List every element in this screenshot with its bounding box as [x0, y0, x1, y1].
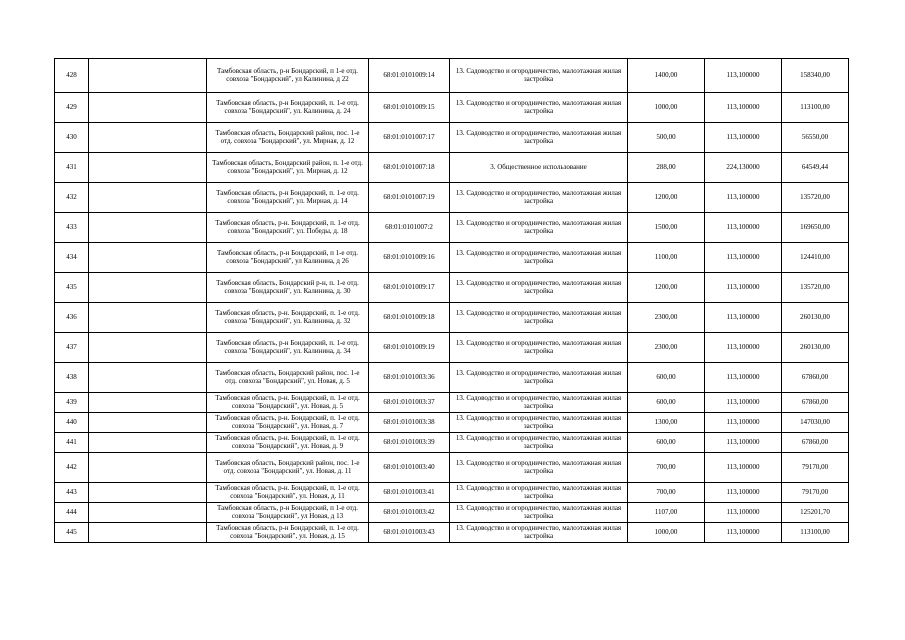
cadastral-value-cell: 67860,00: [782, 363, 849, 393]
specific-value-cell: 113,100000: [705, 273, 782, 303]
cadastral-number-cell: 68:01:0101007:19: [369, 183, 450, 213]
table-row: [55, 153, 849, 183]
row-number-cell: 433: [55, 213, 89, 243]
permitted-use-cell: 13. Садоводство и огородничество, малоэтажная жилая застройка: [450, 483, 628, 503]
address-cell: Тамбовская область, р-н Бондарский, п. 1-е отд. совхоза "Бондарский", ул. Мирная, д. 14: [207, 183, 369, 213]
row-number-cell: 440: [55, 413, 89, 433]
blank-cell: [89, 483, 207, 503]
cadastral-value-cell: 135720,00: [782, 183, 849, 213]
specific-value-cell: 113,100000: [705, 93, 782, 123]
row-number-cell: 435: [55, 273, 89, 303]
blank-cell: [89, 413, 207, 433]
cadastral-value-cell: 56550,00: [782, 123, 849, 153]
cadastral-value-cell: 125201,70: [782, 503, 849, 523]
cadastral-number-cell: 68:01:0101007:17: [369, 123, 450, 153]
cadastral-value-cell: 135720,00: [782, 273, 849, 303]
permitted-use-cell: 13. Садоводство и огородничество, малоэтажная жилая застройка: [450, 303, 628, 333]
specific-value-cell: 113,100000: [705, 483, 782, 503]
specific-value-cell: 113,100000: [705, 213, 782, 243]
specific-value-cell: 113,100000: [705, 333, 782, 363]
address-cell: Тамбовская область, р-н Бондарский, п 1-е отд. совхоза "Бондарский", ул Новая, д 13: [207, 503, 369, 523]
blank-cell: [89, 243, 207, 273]
table-row: [55, 273, 849, 303]
cadastral-number-cell: 68:01:0101003:38: [369, 413, 450, 433]
cadastral-number-cell: 68:01:0101007:18: [369, 153, 450, 183]
table-row: [55, 433, 849, 453]
address-cell: Тамбовская область, р-н. Бондарский, п. 1-е отд. совхоза "Бондарский", ул. Новая, д. 9: [207, 433, 369, 453]
blank-cell: [89, 273, 207, 303]
table-row: [55, 243, 849, 273]
address-cell: Тамбовская область, Бондарский р-н, п. 1-е отд. совхоза "Бондарский", ул. Калинина, д. 30: [207, 273, 369, 303]
address-cell: Тамбовская область, р-н. Бондарский, п. 1-е отд. совхоза "Бондарский", ул. Новая, д. 11: [207, 483, 369, 503]
row-number-cell: 434: [55, 243, 89, 273]
table-row: [55, 303, 849, 333]
blank-cell: [89, 183, 207, 213]
blank-cell: [89, 433, 207, 453]
address-cell: Тамбовская область, р-н Бондарский, п. 1-е отд. совхоза "Бондарский", ул. Калинина, д. 34: [207, 333, 369, 363]
permitted-use-cell: 3. Общественное использование: [450, 153, 628, 183]
area-cell: 2300,00: [628, 303, 705, 333]
specific-value-cell: 113,100000: [705, 363, 782, 393]
blank-cell: [89, 123, 207, 153]
address-cell: Тамбовская область, р-н. Бондарский, п. 1-е отд. совхоза "Бондарский", ул. Новая, д. 7: [207, 413, 369, 433]
blank-cell: [89, 523, 207, 543]
cadastral-number-cell: 68:01:0101003:41: [369, 483, 450, 503]
row-number-cell: 445: [55, 523, 89, 543]
blank-cell: [89, 213, 207, 243]
permitted-use-cell: 13. Садоводство и огородничество, малоэтажная жилая застройка: [450, 243, 628, 273]
area-cell: 500,00: [628, 123, 705, 153]
table-row: [55, 213, 849, 243]
address-cell: Тамбовская область, р-н Бондарский, п. 1-е отд. совхоза "Бондарский", ул. Новая, д. 15: [207, 523, 369, 543]
specific-value-cell: 113,100000: [705, 123, 782, 153]
area-cell: 700,00: [628, 453, 705, 483]
specific-value-cell: 113,100000: [705, 393, 782, 413]
row-number-cell: 431: [55, 153, 89, 183]
permitted-use-cell: 13. Садоводство и огородничество, малоэтажная жилая застройка: [450, 93, 628, 123]
cadastral-value-cell: 113100,00: [782, 93, 849, 123]
specific-value-cell: 113,100000: [705, 453, 782, 483]
area-cell: 700,00: [628, 483, 705, 503]
row-number-cell: 439: [55, 393, 89, 413]
permitted-use-cell: 13. Садоводство и огородничество, малоэтажная жилая застройка: [450, 333, 628, 363]
address-cell: Тамбовская область, р-н. Бондарский, п. 1-е отд. совхоза "Бондарский", ул. Калинина, д. 32: [207, 303, 369, 333]
specific-value-cell: 113,100000: [705, 183, 782, 213]
cadastral-number-cell: 68:01:0101009:15: [369, 93, 450, 123]
table-row: [55, 523, 849, 543]
address-cell: Тамбовская область, Бондарский район, пос. 1-е отд. совхоза "Бондарский", ул. Новая, д. 11: [207, 453, 369, 483]
specific-value-cell: 113,100000: [705, 523, 782, 543]
cadastral-number-cell: 68:01:0101009:16: [369, 243, 450, 273]
permitted-use-cell: 13. Садоводство и огородничество, малоэтажная жилая застройка: [450, 523, 628, 543]
cadastral-number-cell: 68:01:0101003:37: [369, 393, 450, 413]
area-cell: 288,00: [628, 153, 705, 183]
specific-value-cell: 113,100000: [705, 433, 782, 453]
specific-value-cell: 113,100000: [705, 503, 782, 523]
row-number-cell: 443: [55, 483, 89, 503]
cadastral-number-cell: 68:01:0101003:39: [369, 433, 450, 453]
area-cell: 1000,00: [628, 523, 705, 543]
address-cell: Тамбовская область, р-н Бондарский, п 1-е отд. совхоза "Бондарский", ул Калинина, д 26: [207, 243, 369, 273]
permitted-use-cell: 13. Садоводство и огородничество, малоэтажная жилая застройка: [450, 123, 628, 153]
row-number-cell: 436: [55, 303, 89, 333]
row-number-cell: 437: [55, 333, 89, 363]
row-number-cell: 444: [55, 503, 89, 523]
blank-cell: [89, 93, 207, 123]
specific-value-cell: 113,100000: [705, 303, 782, 333]
permitted-use-cell: 13. Садоводство и огородничество, малоэтажная жилая застройка: [450, 59, 628, 93]
cadastral-number-cell: 68:01:0101003:42: [369, 503, 450, 523]
cadastral-value-cell: 64549,44: [782, 153, 849, 183]
cadastral-value-cell: 113100,00: [782, 523, 849, 543]
row-number-cell: 438: [55, 363, 89, 393]
area-cell: 600,00: [628, 363, 705, 393]
cadastral-number-cell: 68:01:0101003:40: [369, 453, 450, 483]
table-row: [55, 333, 849, 363]
row-number-cell: 441: [55, 433, 89, 453]
cadastral-value-cell: 67860,00: [782, 433, 849, 453]
blank-cell: [89, 363, 207, 393]
cadastral-value-cell: 158340,00: [782, 59, 849, 93]
permitted-use-cell: 13. Садоводство и огородничество, малоэтажная жилая застройка: [450, 433, 628, 453]
cadastral-number-cell: 68:01:0101009:18: [369, 303, 450, 333]
area-cell: 1200,00: [628, 273, 705, 303]
table-row: [55, 453, 849, 483]
specific-value-cell: 113,100000: [705, 243, 782, 273]
cadastral-number-cell: 68:01:0101009:17: [369, 273, 450, 303]
cadastral-number-cell: 68:01:0101003:43: [369, 523, 450, 543]
table-row: [55, 93, 849, 123]
specific-value-cell: 113,100000: [705, 59, 782, 93]
address-cell: Тамбовская область, р-н. Бондарский, п. 1-е отд. совхоза "Бондарский", ул. Победы, д. 18: [207, 213, 369, 243]
area-cell: 600,00: [628, 393, 705, 413]
address-cell: Тамбовская область, Бондарский район, пос. 1-е отд. совхоза "Бондарский", ул. Мирная, д. 12: [207, 123, 369, 153]
row-number-cell: 429: [55, 93, 89, 123]
area-cell: 600,00: [628, 433, 705, 453]
blank-cell: [89, 393, 207, 413]
permitted-use-cell: 13. Садоводство и огородничество, малоэтажная жилая застройка: [450, 213, 628, 243]
permitted-use-cell: 13. Садоводство и огородничество, малоэтажная жилая застройка: [450, 453, 628, 483]
address-cell: Тамбовская область, р-н. Бондарский, п. 1-е отд. совхоза "Бондарский", ул. Новая, д. 5: [207, 393, 369, 413]
cadastral-number-cell: 68:01:0101003:36: [369, 363, 450, 393]
cadastral-number-cell: 68:01:0101009:19: [369, 333, 450, 363]
area-cell: 1100,00: [628, 243, 705, 273]
area-cell: 1500,00: [628, 213, 705, 243]
permitted-use-cell: 13. Садоводство и огородничество, малоэтажная жилая застройка: [450, 363, 628, 393]
table-row: [55, 393, 849, 413]
table-row: [55, 413, 849, 433]
cadastral-value-cell: 260130,00: [782, 333, 849, 363]
table-row: [55, 59, 849, 93]
permitted-use-cell: 13. Садоводство и огородничество, малоэтажная жилая застройка: [450, 413, 628, 433]
cadastral-value-cell: 67860,00: [782, 393, 849, 413]
table-row: [55, 363, 849, 393]
specific-value-cell: 224,130000: [705, 153, 782, 183]
cadastral-number-cell: 68:01:0101007:2: [369, 213, 450, 243]
table-row: [55, 503, 849, 523]
land-parcel-table: [54, 58, 849, 543]
table-row: [55, 123, 849, 153]
row-number-cell: 442: [55, 453, 89, 483]
cadastral-value-cell: 147030,00: [782, 413, 849, 433]
permitted-use-cell: 13. Садоводство и огородничество, малоэтажная жилая застройка: [450, 273, 628, 303]
area-cell: 1000,00: [628, 93, 705, 123]
specific-value-cell: 113,100000: [705, 413, 782, 433]
blank-cell: [89, 333, 207, 363]
area-cell: 1107,00: [628, 503, 705, 523]
cadastral-value-cell: 124410,00: [782, 243, 849, 273]
row-number-cell: 428: [55, 59, 89, 93]
address-cell: Тамбовская область, Бондарский район, пос. 1-е отд. совхоза "Бондарский", ул. Новая, д. 5: [207, 363, 369, 393]
cadastral-value-cell: 260130,00: [782, 303, 849, 333]
area-cell: 2300,00: [628, 333, 705, 363]
cadastral-number-cell: 68:01:0101009:14: [369, 59, 450, 93]
area-cell: 1400,00: [628, 59, 705, 93]
blank-cell: [89, 59, 207, 93]
table-row: [55, 483, 849, 503]
blank-cell: [89, 303, 207, 333]
permitted-use-cell: 13. Садоводство и огородничество, малоэтажная жилая застройка: [450, 393, 628, 413]
area-cell: 1300,00: [628, 413, 705, 433]
cadastral-value-cell: 79170,00: [782, 483, 849, 503]
address-cell: Тамбовская область, р-н Бондарский, п 1-е отд. совхоза "Бондарский", ул Калинина, д 22: [207, 59, 369, 93]
permitted-use-cell: 13. Садоводство и огородничество, малоэтажная жилая застройка: [450, 183, 628, 213]
table-body: [55, 59, 849, 543]
blank-cell: [89, 153, 207, 183]
table-row: [55, 183, 849, 213]
row-number-cell: 430: [55, 123, 89, 153]
area-cell: 1200,00: [628, 183, 705, 213]
cadastral-value-cell: 169650,00: [782, 213, 849, 243]
blank-cell: [89, 453, 207, 483]
address-cell: Тамбовская область, р-н Бондарский, п. 1-е отд. совхоза "Бондарский", ул. Калинина, д. 24: [207, 93, 369, 123]
row-number-cell: 432: [55, 183, 89, 213]
cadastral-value-cell: 79170,00: [782, 453, 849, 483]
permitted-use-cell: 13. Садоводство и огородничество, малоэтажная жилая застройка: [450, 503, 628, 523]
blank-cell: [89, 503, 207, 523]
address-cell: Тамбовская область, Бондарский район, п. 1-е отд. совхоза "Бондарский", ул. Мирная, д. 12: [207, 153, 369, 183]
